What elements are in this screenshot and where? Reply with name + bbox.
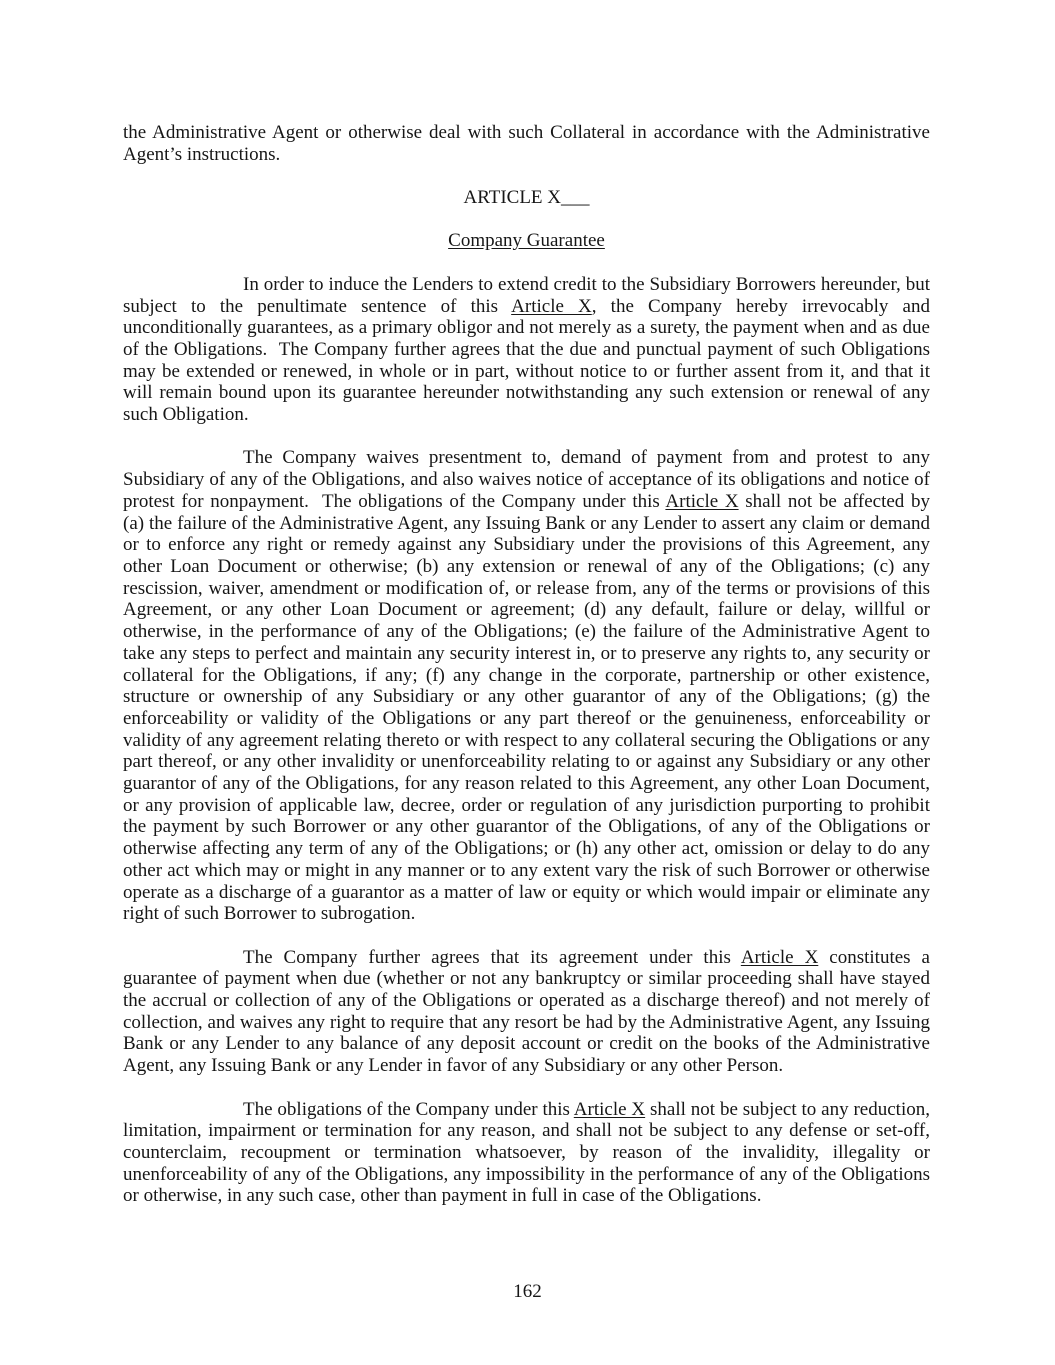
article-x-reference: Article X: [573, 1098, 646, 1120]
paragraph-text: the Administrative Agent or otherwise deal with such Collateral in accordance with the Administrative Agent’s instructions.: [123, 122, 930, 165]
article-heading-text: ARTICLE X___: [463, 187, 590, 209]
paragraph-text: The Company further agrees that its agreement under this: [243, 946, 741, 968]
article-heading: [123, 187, 930, 209]
continuation-paragraph: [123, 122, 930, 165]
paragraph-text: constitutes a guarantee of payment when due (whether or not any bankruptcy or similar proceeding shall have stayed the accrual or collection of any of the Obligations or operated as a discharge thereof) and not merely of collection, and waives any right to require that any resort be had by the Administrative Agent, any Issuing Bank or any Lender to any balance of any deposit account or credit on the books of the Administrative Agent, any Issuing Bank or any Lender in favor of any Subsidiary or any other Person.: [123, 946, 930, 1077]
paragraph-text: In order to induce the Lenders to extend credit to the Subsidiary Borrowers hereunder, but subject to the penultimate sentence of this: [123, 273, 930, 317]
section-heading-text: Company Guarantee: [448, 230, 605, 252]
paragraph-waivers: [123, 447, 930, 924]
paragraph-no-reduction: [123, 1099, 930, 1208]
paragraph-text: The Company waives presentment to, demand of payment from and protest to any Subsidiary of any of the Obligations, and also waives notice of acceptance of its obligations and notice of protest for nonpayment. The obligations of the Company under this: [123, 447, 930, 512]
paragraph-text: shall not be subject to any reduction, limitation, impairment or termination for any reason, and shall not be subject to any defense or set-off, counterclaim, recoupment or termination whatsoever, by reason of the invalidity, illegality or unenforceability of any of the Obligations, any impossibility in the performance of any of the Obligations or otherwise, in any such case, other than payment in full in case of the Obligations.: [123, 1098, 930, 1207]
paragraph-inducement: [123, 274, 930, 426]
article-x-reference: Article X: [511, 295, 592, 317]
paragraph-text: , the Company hereby irrevocably and unconditionally guarantees, as a primary obligor and not merely as a surety, the payment when and as due of the Obligations. The Company further agrees that the due and punctual payment of such Obligations may be extended or renewed, in whole or in part, without notice to or further assent from it, and that it will remain bound upon its guarantee hereunder notwithstanding any such extension or renewal of any such Obligation.: [123, 295, 930, 426]
paragraph-text: shall not be affected by (a) the failure of the Administrative Agent, any Issuing Bank or any Lender to assert any claim or demand or to enforce any right or remedy against any Subsidiary under the provisions of this Agreement, any other Loan Document or otherwise; (b) any extension or renewal of any of the Obligations; (c) any rescission, waiver, amendment or modification of, or release from, any of the terms or provisions of this Agreement, or any other Loan Document or agreement; (d) any default, failure or delay, willful or otherwise, in the performance of any of the Obligations; (e) the failure of the Administrative Agent to take any steps to perfect and maintain any security interest in, or to preserve any rights to, any security or collateral for the Obligations, if any; (f) any change in the corporate, partnership or other existence, structure or ownership of any Subsidiary or any other guarantor of any of the Obligations; (g) the enforceability or validity of the Obligations or any part thereof or the genuineness, enforceability or validity of any agreement relating thereto or with respect to any collateral securing the Obligations or any part thereof, or any other invalidity or unenforceability relating to or against any Subsidiary or any other guarantor of any of the Obligations, for any reason related to this Agreement, any other Loan Document, or any provision of applicable law, decree, order or regulation of any jurisdiction purporting to prohibit the payment by such Borrower or any other guarantor of the Obligations, of any of the Obligations or otherwise affecting any term of any of the Obligations; or (h) any other act, omission or delay to do any other act which may or might in any manner or to any extent vary the risk of such Borrower or otherwise operate as a discharge of a guarantor as a matter of law or equity or which would impair or eliminate any right of such Borrower to subrogation.: [123, 490, 930, 925]
paragraph-text: The obligations of the Company under this: [243, 1098, 574, 1120]
article-x-reference: Article X: [740, 946, 819, 968]
document-body: [123, 122, 930, 1207]
page-number: 162: [513, 1281, 542, 1302]
paragraph-guarantee-of-payment: [123, 947, 930, 1077]
article-x-reference: Article X: [665, 490, 739, 512]
section-heading: [123, 230, 930, 252]
